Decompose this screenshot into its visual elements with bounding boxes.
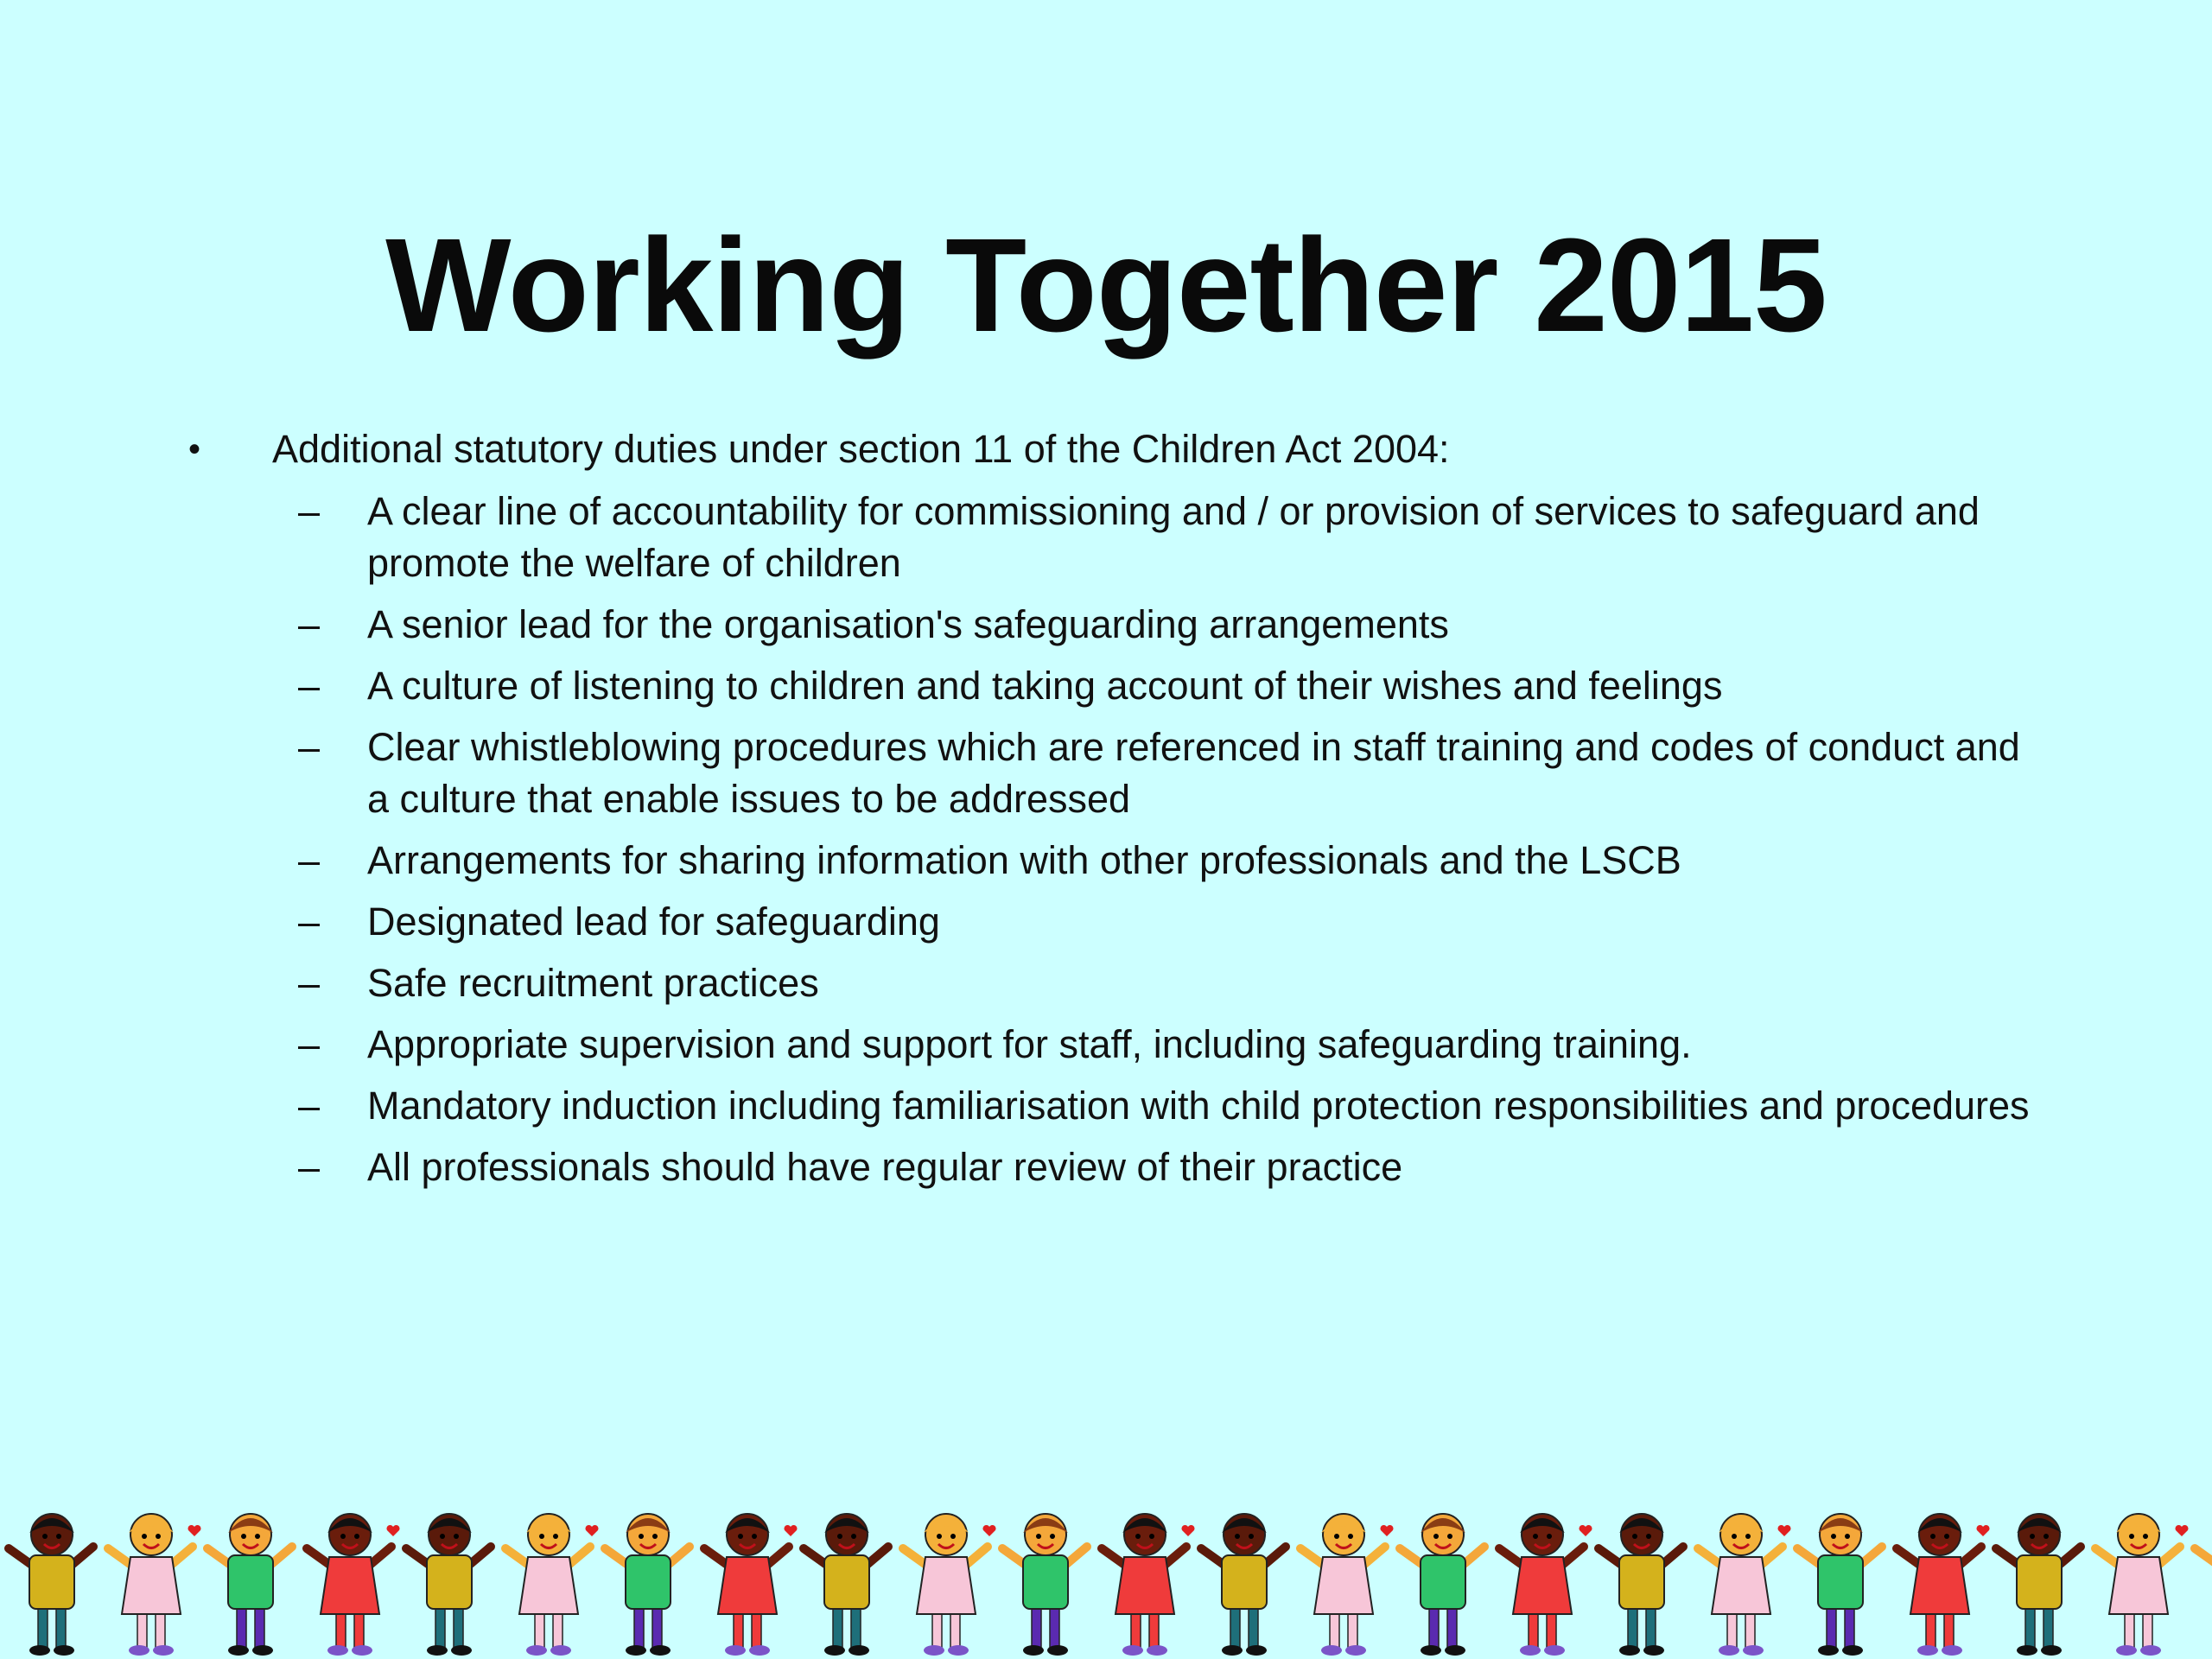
child-figure [2095,1514,2189,1656]
child-figure [307,1514,400,1656]
sub-bullet-text: A clear line of accountability for commissioning and / or provision of services to safeguard and promote the welfare of children [367,489,1980,585]
dash-marker: – [298,961,321,1005]
child-figure [1599,1514,1683,1656]
child-figure [804,1514,888,1656]
sub-bullet-item [181,1019,2039,1071]
child-figure [207,1514,292,1656]
dash-marker: – [298,725,321,769]
sub-bullet-item [181,660,2039,712]
child-figure [9,1514,93,1656]
child-figure [1102,1514,1195,1656]
child-figure [1201,1514,1286,1656]
child-figure [1300,1514,1394,1656]
sub-bullet-item [181,957,2039,1009]
child-figure [1499,1514,1592,1656]
slide-title: Working Together 2015 [385,211,1827,359]
child-figure [605,1514,690,1656]
children-holding-hands-border-icon [0,1503,2212,1659]
sub-bullet-item [181,835,2039,887]
child-figure [108,1514,201,1656]
sub-bullet-item [181,896,2039,948]
sub-bullet-text: Arrangements for sharing information with other professionals and the LSCB [367,838,1681,882]
sub-bullet-text: A senior lead for the organisation's safeguarding arrangements [367,602,1449,646]
child-figure [2195,1514,2212,1656]
child-figure [1400,1514,1484,1656]
sub-bullet-text: Mandatory induction including familiarisation with child protection responsibilities and procedures [367,1084,2030,1128]
child-figure [1996,1514,2081,1656]
dash-marker: – [298,664,321,708]
child-figure [406,1514,491,1656]
bullet-marker: • [188,430,201,468]
sub-bullet-item [181,721,2039,825]
sub-bullet-text: Appropriate supervision and support for staff, including safeguarding training. [367,1022,1692,1066]
sub-bullet-item [181,1080,2039,1132]
child-figure [704,1514,798,1656]
child-figure [505,1514,599,1656]
dash-marker: – [298,899,321,944]
bullet-text: Additional statutory duties under section 11 of the Children Act 2004: [272,427,1450,471]
sub-bullet-item [181,486,2039,589]
child-figure [1897,1514,1990,1656]
slide-content [181,423,2039,1203]
child-figure [1698,1514,1791,1656]
dash-marker: – [298,1084,321,1128]
bullet-item [181,423,2039,475]
sub-bullet-text: Safe recruitment practices [367,961,819,1005]
dash-marker: – [298,1022,321,1066]
child-figure [1797,1514,1882,1656]
dash-marker: – [298,1145,321,1189]
sub-bullet-text: All professionals should have regular review of their practice [367,1145,1403,1189]
dash-marker: – [298,489,321,533]
dash-marker: – [298,838,321,882]
child-figure [1002,1514,1087,1656]
sub-bullet-text: Designated lead for safeguarding [367,899,940,944]
child-figure [903,1514,996,1656]
dash-marker: – [298,602,321,646]
sub-bullet-item [181,1141,2039,1193]
sub-bullet-list [181,486,2039,1193]
sub-bullet-text: Clear whistleblowing procedures which are referenced in staff training and codes of conduct and a culture that enable issues to be addressed [367,725,2020,821]
sub-bullet-text: A culture of listening to children and taking account of their wishes and feelings [367,664,1723,708]
sub-bullet-item [181,599,2039,651]
